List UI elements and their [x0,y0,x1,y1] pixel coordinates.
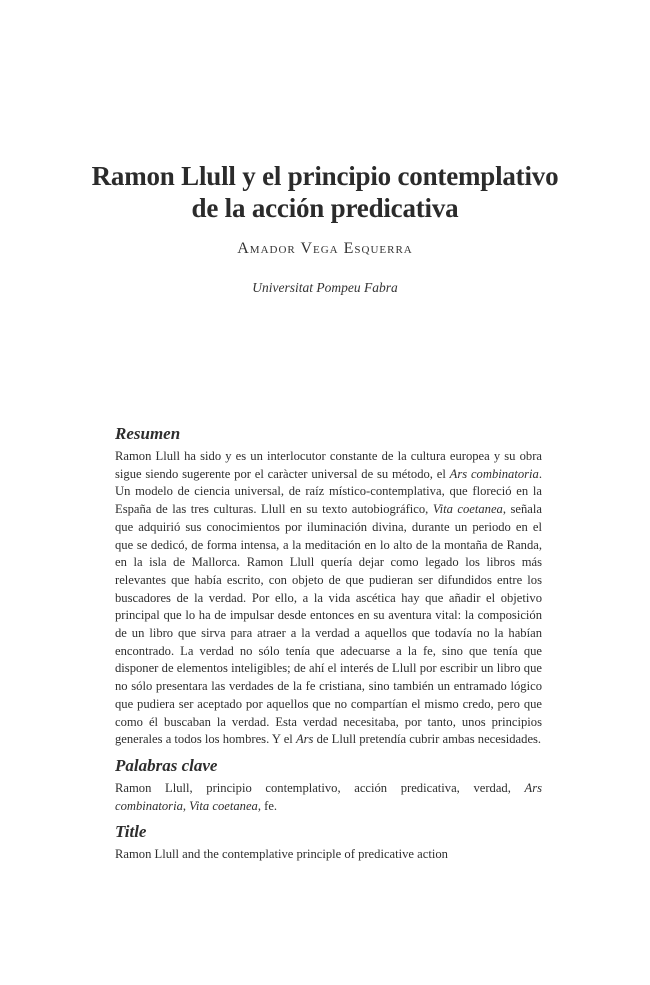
abstract-section [115,424,542,749]
abstract-text-part: , señala que adquirió sus conocimientos por iluminación divina, durante un periodo en el que se dedicó, de forma intensa, a la meditación en lo alto de la montaña de Randa, en la isla de Mallorca. Ramon Llull quería dejar como legado los libros más relevantes que había escrito, con objeto de que pudieran ser difundidos entre los buscadores de la verdad. Por ello, a la vida ascética hay que añadir el objetivo principal que lo ha de impulsar desde entonces en su aventura vital: la composición de un libro que sirva para atraer a la verdad a aquellos que todavía no la habían encontrado. La verdad no sólo tenía que adecuarse a la fe, sino que tenía que disponer de elementos inteligibles; de ahí el interés de Llull por escribir un libro que no sólo presentara las verdades de la fe cristiana, sino también un entramado lógico que pudiera ser aceptado por aquellos que no compartían el mismo credo, pero que como él buscaban la verdad. Esta verdad necesitaba, por tanto, unos principios generales a todos los hombres. Y el [115,502,542,747]
keyword-italic: Ars combinatoria [115,781,542,813]
keyword-italic: Vita coetanea [189,798,258,813]
author-name: Amador Vega Esquerra [237,240,413,257]
abstract-text [115,448,542,749]
abstract-text-part: Ramon Llull ha sido y es un interlocutor constante de la cultura europea y su obra sigue siendo sugerente por el caràcter universal de su método, el [115,449,542,481]
abstract-heading: Resumen [115,424,181,443]
keywords-text [115,780,542,815]
article-title [60,160,590,224]
keywords-text-part: , [182,798,190,813]
keywords-text-part: , fe. [257,798,278,813]
abstract-italic-term: Ars combinatoria [449,466,539,481]
keywords-text-part: Ramon Llull, principio contemplativo, acción predicativa, verdad, [115,781,525,795]
english-title-section [115,822,542,864]
abstract-text-part: . Un modelo de ciencia universal, de raíz místico-contemplativa, que floreció en la España de las tres culturas. Llull en su texto autobiográfico, [115,466,542,517]
keywords-heading: Palabras clave [115,756,218,775]
author-affiliation: Universitat Pompeu Fabra [252,280,398,295]
english-title-heading: Title [115,822,147,841]
article-title-line-2: de la acción predicativa [191,193,459,223]
article-title-line-1: Ramon Llull y el principio contemplativo [91,161,559,191]
abstract-italic-term: Vita coetanea [432,502,503,517]
abstract-italic-term: Ars [295,732,314,747]
abstract-text-part: de Llull pretendía cubrir ambas necesidades. [313,732,542,747]
english-title-text: Ramon Llull and the contemplative principle of predicative action [115,847,448,861]
keywords-section [115,756,542,815]
